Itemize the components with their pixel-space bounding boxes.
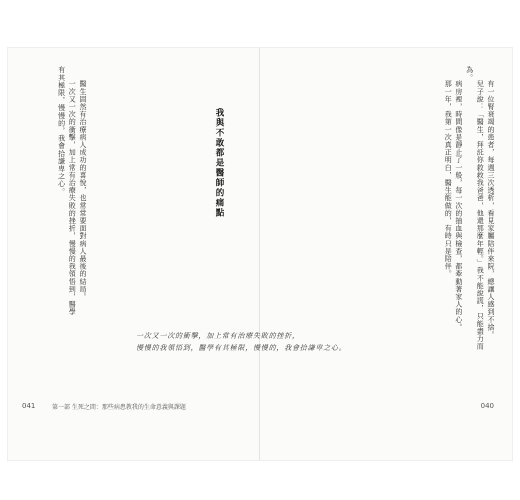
left-page-body [22, 66, 88, 316]
right-paragraph-2: 兒子說：「醫生，拜託你救救我爸爸，他還那麼年輕。」我不能說謊，只能盡力而為。 [465, 66, 485, 351]
right-page-body [270, 66, 496, 361]
right-paragraph-4: 那一年，我第一次真正明白，醫生能做的，有時只是陪伴。 [444, 80, 453, 278]
page-number-right: 040 [480, 402, 494, 410]
running-head-text: 第一部 生死之間：那些病患教我的生命意義與課題 [52, 404, 186, 411]
section-heading: 我與不敢都是醫師的痛點 [214, 108, 224, 218]
page-number-left: 041 [22, 402, 36, 410]
right-paragraph-1: 有一位腎衰竭的患者，每週三次透析，看見家屬陪伴來院，總讓人感到不捨。 [487, 80, 495, 339]
pull-quote: 一次又一次的衝擊，加上常有治療失敗的挫折， 慢慢的我領悟到，醫學有其極限，慢慢的，我會拾謙卑之心。 [136, 332, 347, 352]
left-paragraph-2: 一次又一次的衝擊，加上常有治療失敗的挫折，慢慢的我領悟到，醫學有其極限，慢慢的，我會拾謙卑之心。 [57, 66, 77, 316]
right-paragraph-3: 病房裡，時間像是靜止了一般，每一次的抽血與檢查，都牽動著家人的心。 [454, 80, 463, 331]
book-gutter [259, 48, 260, 460]
running-head [52, 402, 186, 411]
left-paragraph-1: 醫生固然有治療病人成功的喜悅，也常常要面對病人最後的結局。 [79, 80, 87, 301]
